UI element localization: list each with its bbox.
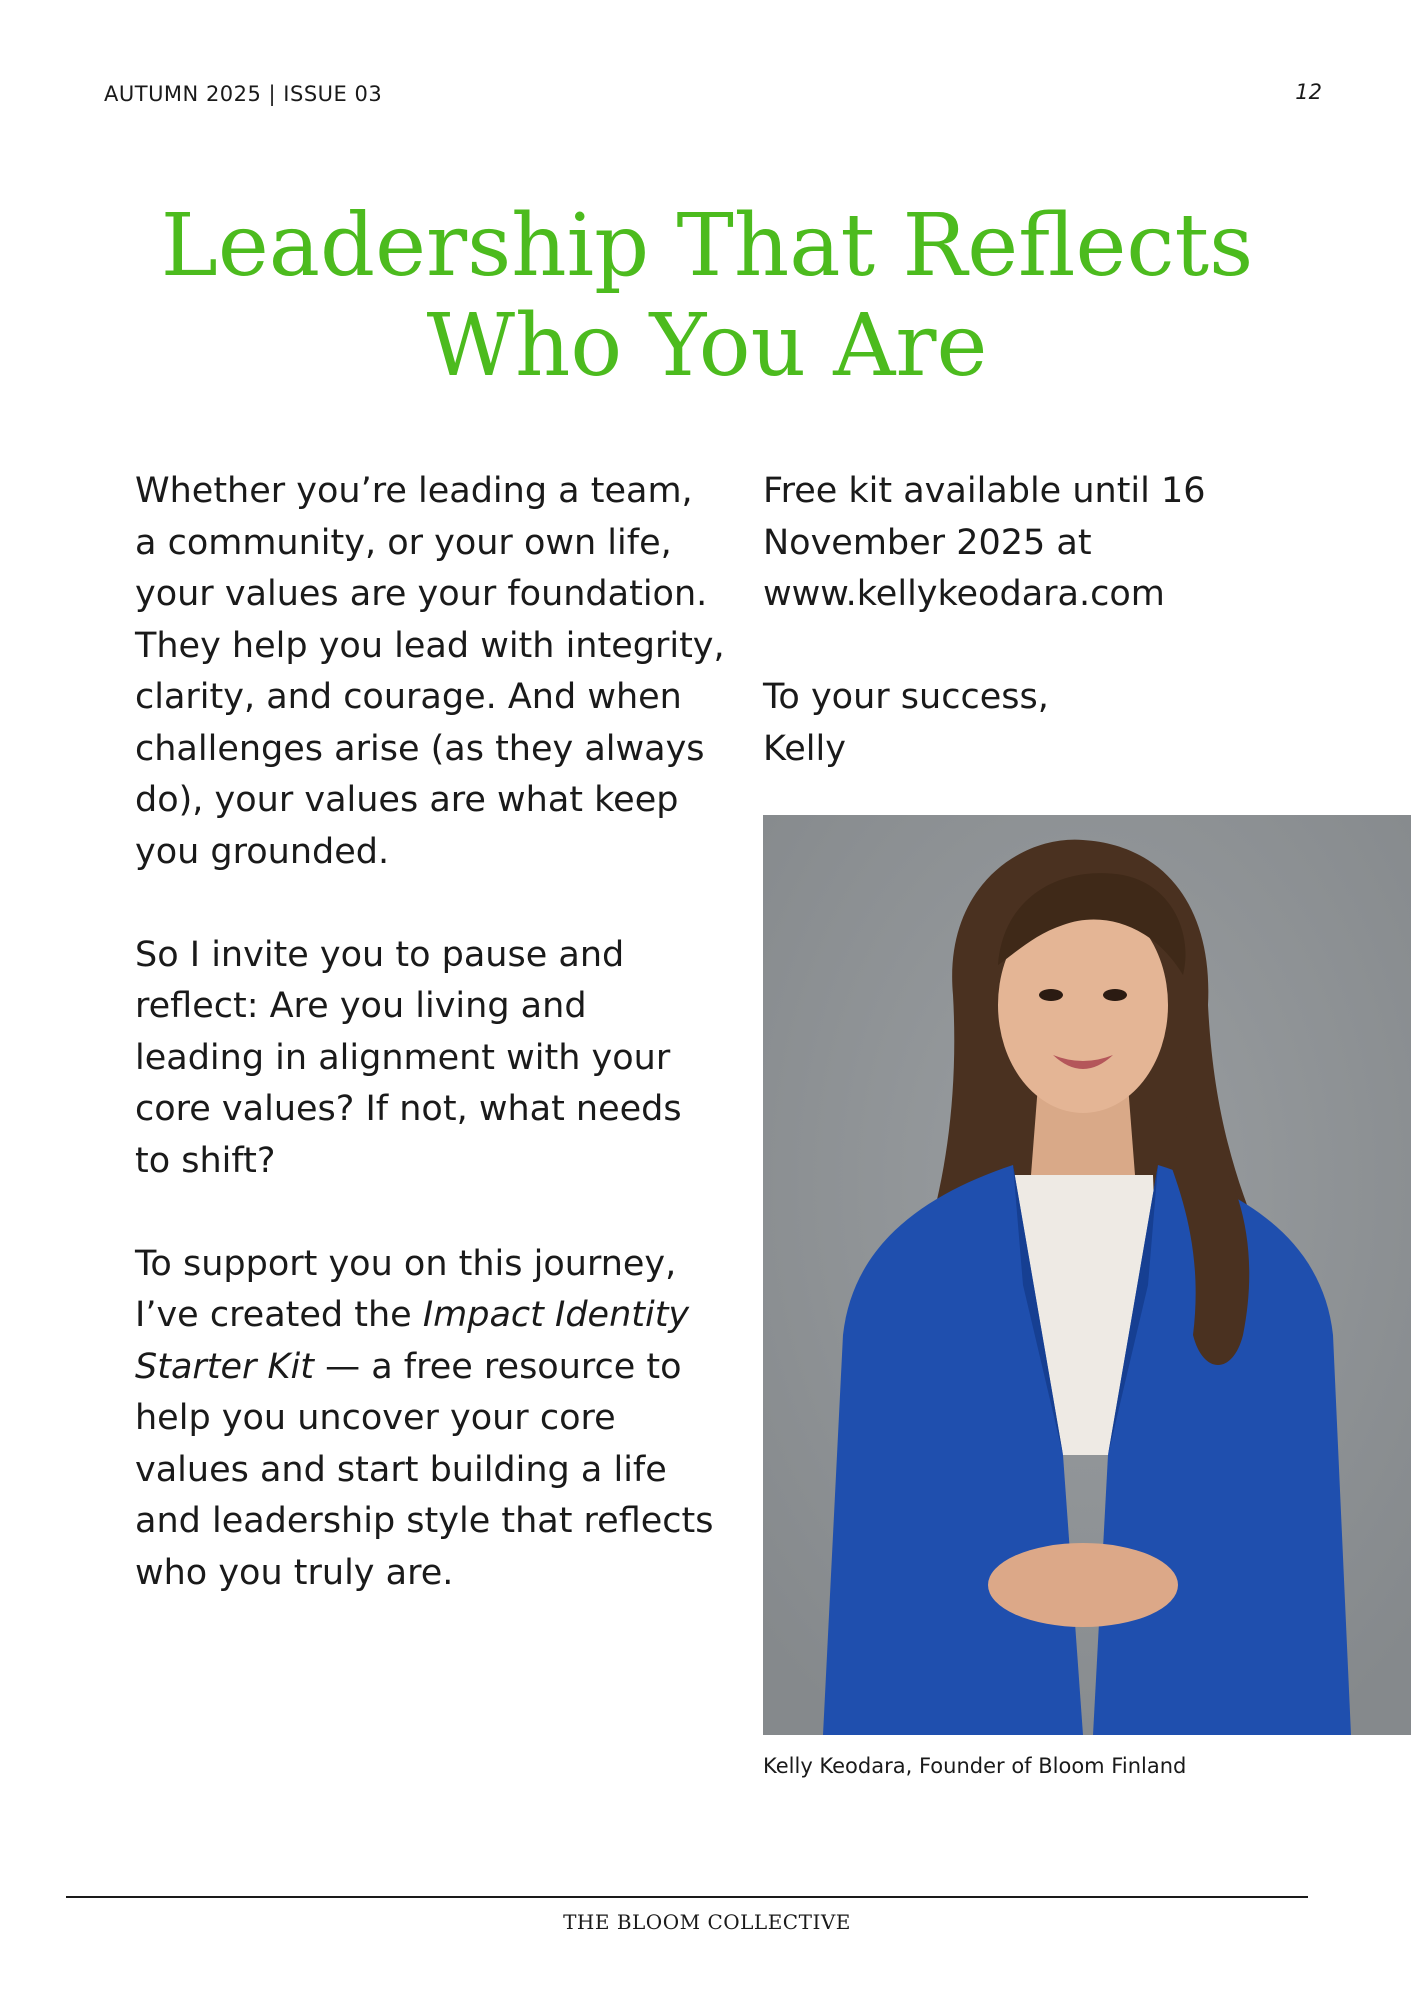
- body-paragraph-2: So I invite you to pause and reflect: Are you living and leading in alignment with your core values? If not, what needs to shift?: [135, 934, 682, 1181]
- portrait-photo: [763, 815, 1411, 1735]
- article-body-left-column: [135, 466, 725, 1651]
- article-title: [0, 196, 1414, 396]
- kit-name: Impact Identity Starter Kit: [135, 1295, 690, 1387]
- kit-offer: Free kit available until 16 November 2025 at www.kellykeodara.com: [763, 471, 1206, 614]
- signoff-block: [763, 672, 1323, 775]
- body-paragraph-3-rest: — a free resource to help you uncover your core values and start building a life and leadership style that reflects who you truly are.: [135, 1346, 714, 1593]
- portrait-illustration: [763, 815, 1411, 1735]
- page-number: 12: [1295, 80, 1322, 104]
- left-eye-shape: [1039, 989, 1063, 1001]
- footer-brand: THE BLOOM COLLECTIVE: [563, 1910, 851, 1934]
- issue-label: AUTUMN 2025 | ISSUE 03: [104, 82, 383, 106]
- signature: Kelly: [763, 728, 846, 769]
- body-paragraph-3-intro: To support you on this journey, I’ve created the: [135, 1243, 677, 1335]
- body-paragraph-1: Whether you’re leading a team, a community, or your own life, your values are your foundation. They help you lead with integrity, clarity, and courage. And when challenges arise (as they always do), your values are what keep you grounded.: [135, 471, 725, 872]
- hands-shape: [988, 1543, 1178, 1627]
- article-title-line-1: Leadership That Reflects: [160, 196, 1254, 296]
- body-paragraph-3: [135, 1239, 725, 1600]
- article-title-line-2: Who You Are: [426, 296, 988, 396]
- article-body-right-column: [763, 466, 1323, 775]
- photo-caption: Kelly Keodara, Founder of Bloom Finland: [763, 1754, 1187, 1778]
- right-eye-shape: [1103, 989, 1127, 1001]
- signoff: To your success,: [763, 677, 1049, 717]
- footer-divider: [66, 1896, 1308, 1898]
